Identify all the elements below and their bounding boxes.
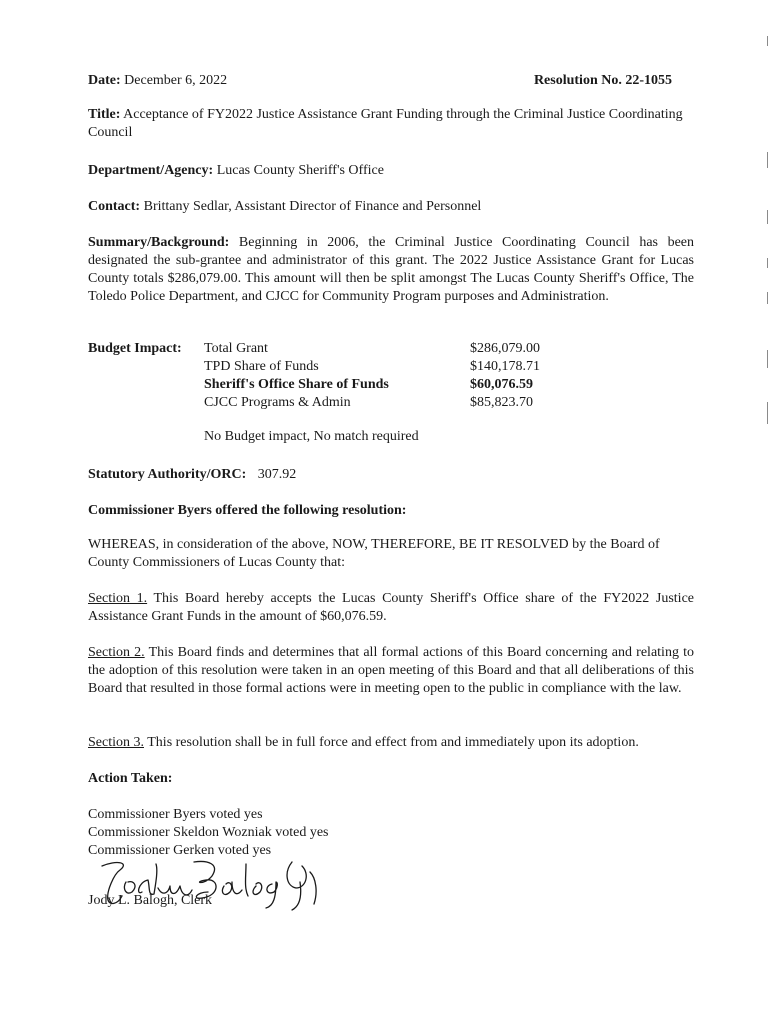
title-label: Title:	[88, 107, 121, 122]
statutory-value: 307.92	[257, 467, 297, 482]
vote-line: Commissioner Gerken voted yes	[88, 843, 272, 858]
section-text: This Board hereby accepts the Lucas County Sheriff's Office share of the FY2022 Justice Assistance Grant Funds in the amount of $60,076.59.	[88, 591, 695, 624]
budget-item-amount: $85,823.70	[470, 395, 533, 410]
summary-block	[88, 234, 694, 306]
statutory-label: Statutory Authority/ORC:	[88, 467, 247, 482]
vote-line: Commissioner Byers voted yes	[88, 807, 263, 822]
section-2	[88, 644, 694, 698]
budget-item-name: TPD Share of Funds	[204, 359, 319, 374]
budget-row-total	[204, 340, 548, 358]
whereas-block: WHEREAS, in consideration of the above, NOW, THEREFORE, BE IT RESOLVED by the Board of County Commissioners of Lucas County that:	[88, 537, 660, 570]
section-3	[88, 734, 694, 752]
budget-item-name: CJCC Programs & Admin	[204, 395, 351, 410]
clerk-name: Jody L. Balogh, Clerk	[88, 893, 213, 908]
vote-line: Commissioner Skeldon Wozniak voted yes	[88, 825, 329, 840]
date-label: Date:	[88, 73, 121, 88]
contact-value: Brittany Sedlar, Assistant Director of Finance and Personnel	[143, 199, 482, 214]
section-text: This Board finds and determines that all formal actions of this Board concerning and relating to the adoption of this resolution were taken in an open meeting of this Board and that all deliberations of this Board that resulted in those formal actions were in meeting open to the public in compliance with the law.	[88, 645, 695, 696]
budget-row-tpd	[204, 358, 548, 376]
budget-item-name: Sheriff's Office Share of Funds	[204, 377, 389, 392]
budget-label: Budget Impact:	[88, 341, 182, 356]
section-label: Section 3.	[88, 735, 144, 750]
date-value: December 6, 2022	[124, 73, 228, 88]
title-value: Acceptance of FY2022 Justice Assistance Grant Funding through the Criminal Justice Coordinating Council	[88, 107, 683, 140]
budget-item-amount: $140,178.71	[470, 359, 540, 374]
contact-label: Contact:	[88, 199, 141, 214]
budget-row-sheriff	[204, 376, 548, 394]
summary-value: Beginning in 2006, the Criminal Justice Coordinating Council has been designated the sub-grantee and administrator of this grant. The 2022 Justice Assistance Grant for Lucas County totals $286,079.00. This amount will then be split amongst The Lucas County Sheriff's Office, The Toledo Police Department, and CJCC for Community Program purposes and Administration.	[88, 235, 695, 304]
contact-block	[88, 198, 694, 216]
budget-item-amount: $286,079.00	[470, 341, 540, 356]
budget-note: No Budget impact, No match required	[204, 429, 419, 444]
offered-line: Commissioner Byers offered the following resolution:	[88, 503, 407, 518]
section-label: Section 1.	[88, 591, 148, 606]
title-block	[88, 106, 694, 142]
budget-item-name: Total Grant	[204, 341, 268, 356]
scan-edge-marks	[762, 0, 768, 1024]
resolution-number: Resolution No. 22-1055	[533, 73, 672, 88]
budget-items	[204, 340, 548, 446]
department-label: Department/Agency:	[88, 163, 214, 178]
section-1	[88, 590, 694, 626]
section-label: Section 2.	[88, 645, 145, 660]
department-value: Lucas County Sheriff's Office	[216, 163, 384, 178]
summary-label: Summary/Background:	[88, 235, 230, 250]
section-text: This resolution shall be in full force and effect from and immediately upon its adoption.	[147, 735, 639, 750]
statutory-block	[88, 466, 694, 484]
budget-item-amount: $60,076.59	[470, 377, 533, 392]
date-line	[88, 72, 227, 90]
header-row	[88, 72, 694, 90]
action-taken-label: Action Taken:	[88, 771, 173, 786]
budget-row-cjcc	[204, 394, 548, 412]
department-block	[88, 162, 694, 180]
